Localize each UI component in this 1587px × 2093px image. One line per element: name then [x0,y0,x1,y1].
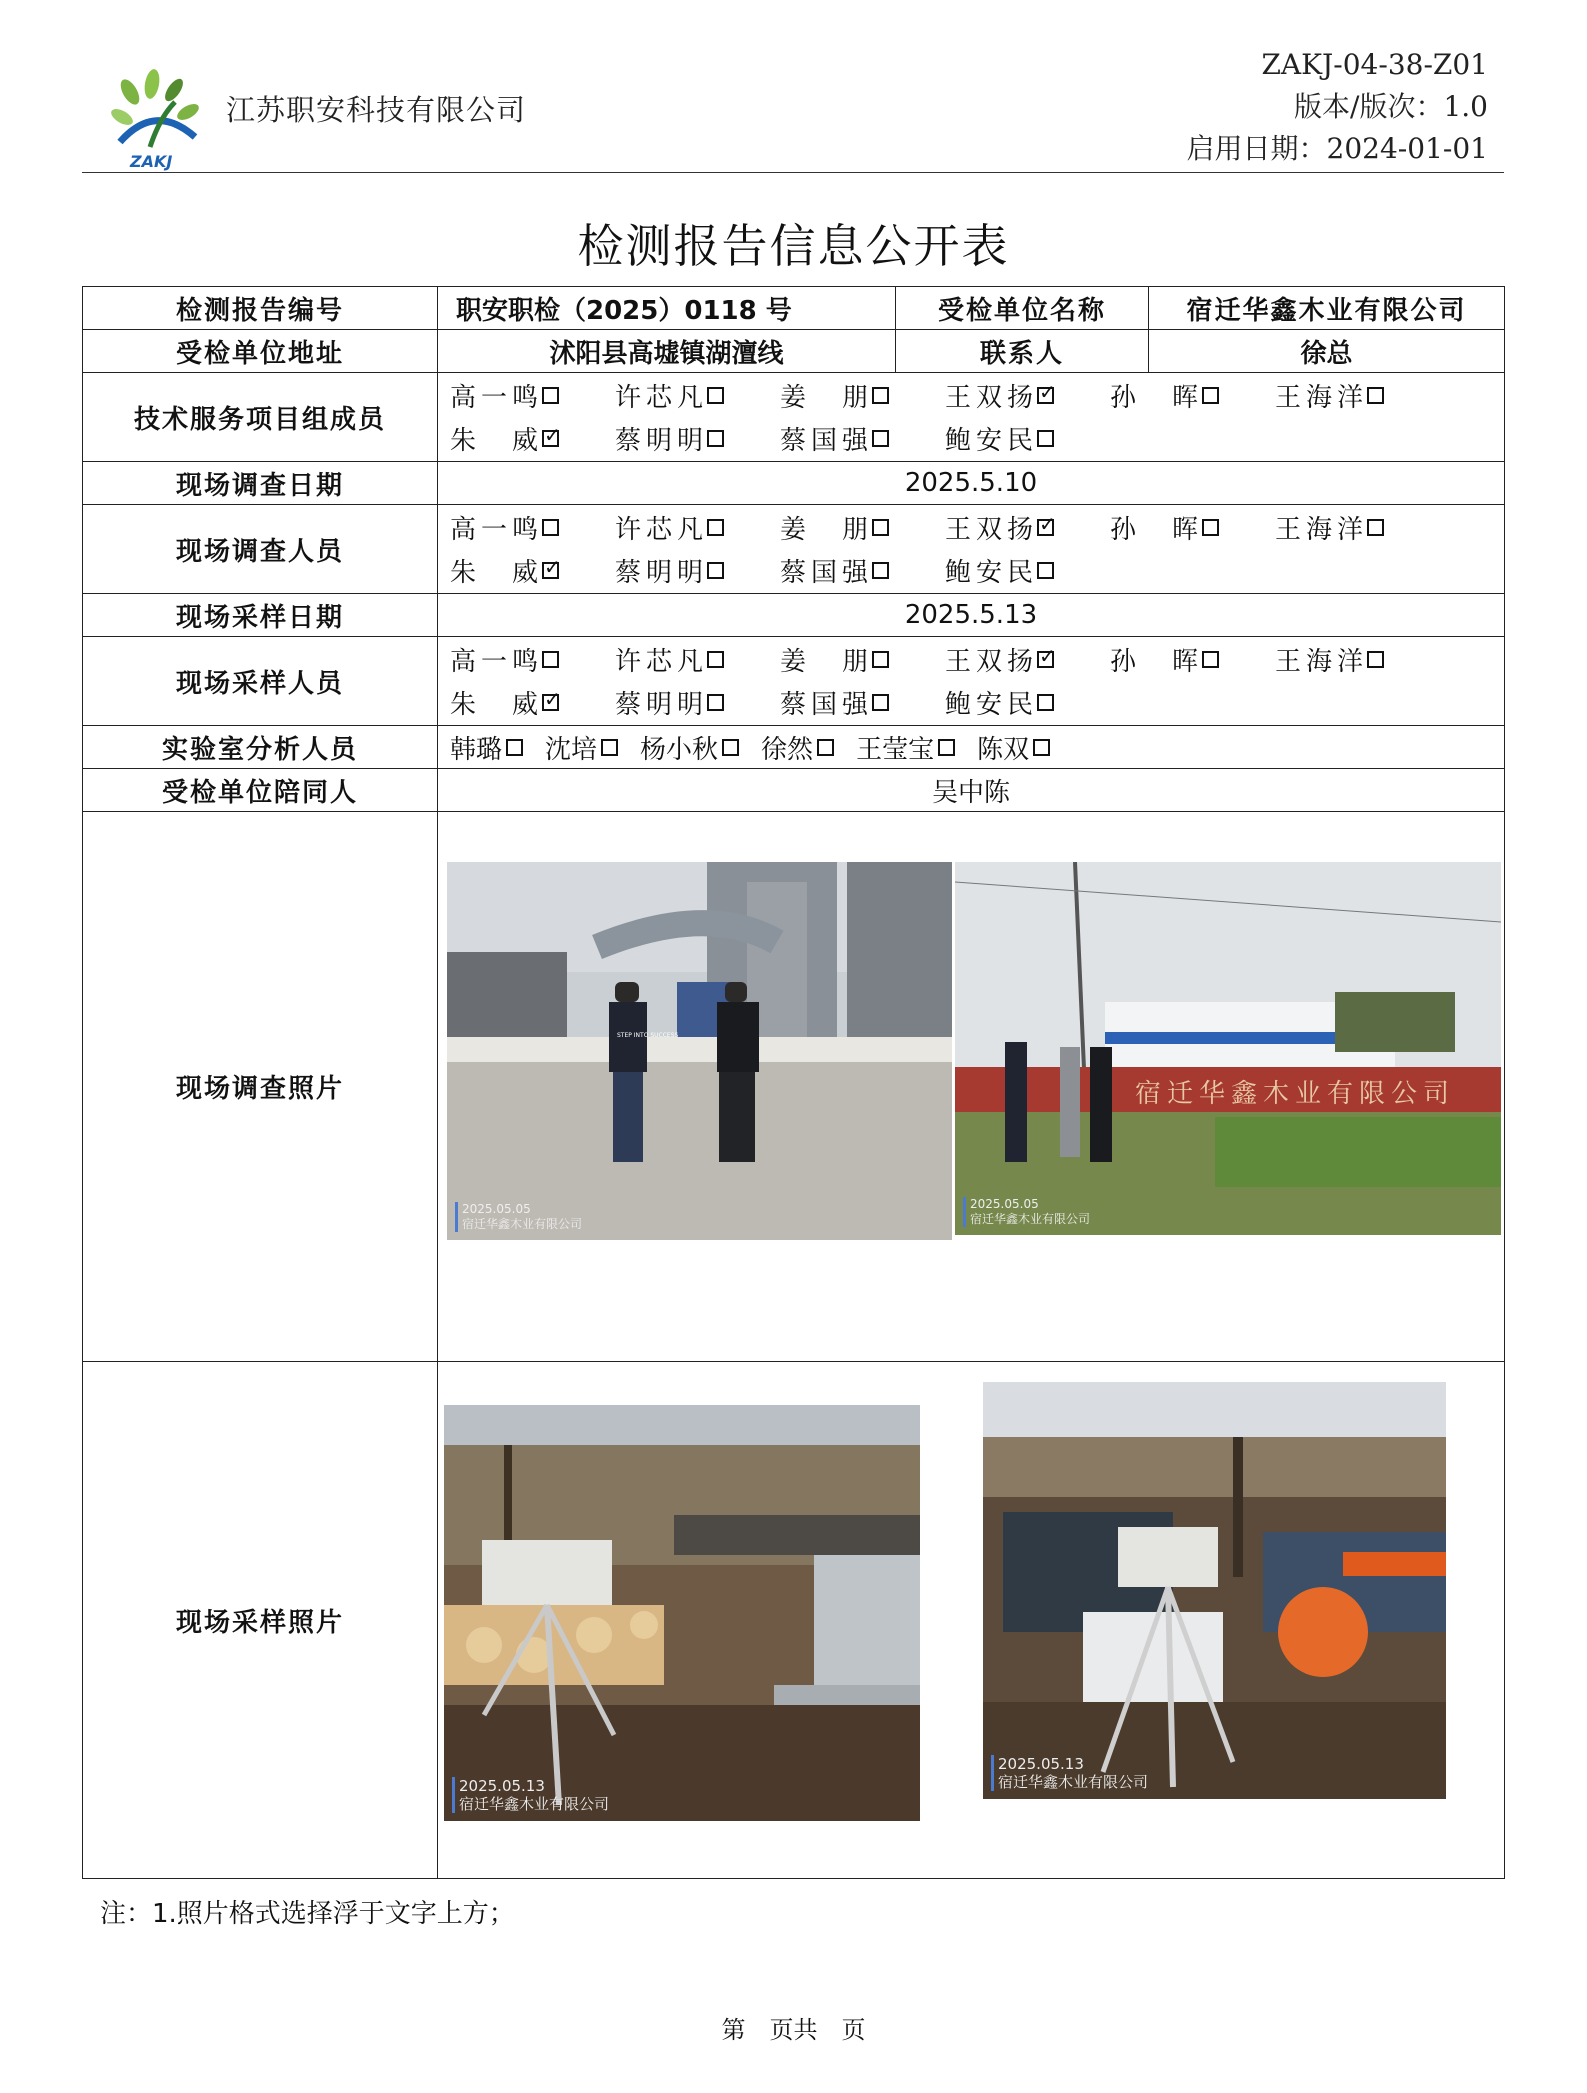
person-item [945,420,1110,457]
person-name: 蔡国强 [780,426,868,456]
photo-date: 2025.05.05 [970,1197,1039,1211]
doc-effective-date: 启用日期：2024-01-01 [1186,132,1488,165]
person-item [1110,377,1275,414]
lab-staff-label: 实验室分析人员 [83,726,438,769]
person-name: 孙晖 [1110,515,1198,545]
person-name: 姜朋 [780,647,868,677]
person-item [780,509,945,546]
person-name: 朱威 [450,558,538,588]
unit-addr-label: 受检单位地址 [83,330,438,373]
doc-version: 版本/版次：1.0 [1294,90,1488,123]
photo-company: 宿迁华鑫木业有限公司 [462,1217,583,1231]
checkbox-icon[interactable] [872,562,889,579]
checkbox-icon[interactable] [872,387,889,404]
report-no-value: 职安职检（2025）0118 号 [438,287,896,330]
person-name: 许芯凡 [615,647,703,677]
lab-staff-item [761,729,834,766]
checkbox-icon[interactable] [817,739,834,756]
person-item [945,641,1110,678]
person-name: 孙晖 [1110,647,1198,677]
person-item [1110,641,1275,678]
person-item [615,509,780,546]
checkbox-icon[interactable] [872,519,889,536]
shirt-text: STEP INTO SUCCESS [617,1032,679,1039]
sampling-photo-2 [983,1382,1446,1799]
survey-staff-label: 现场调查人员 [83,505,438,594]
person-item [615,684,780,721]
survey-photo-2 [955,862,1501,1235]
footer-page-total-prefix: 页共 [769,2016,818,2044]
team-label: 技术服务项目组成员 [83,373,438,462]
lab-staff-name: 杨小秋 [640,734,719,765]
person-name: 蔡明明 [615,426,703,456]
sampling-date-label: 现场采样日期 [83,594,438,637]
wall-text: 宿迁华鑫木业有限公司 [1135,1079,1456,1109]
escort-value: 吴中陈 [438,769,1505,812]
person-name: 朱威 [450,426,538,456]
page-footer [0,2010,1587,2045]
footnote: 注：1.照片格式选择浮于文字上方； [100,1899,515,1929]
checkbox-icon[interactable] [542,651,559,668]
person-name: 孙晖 [1110,383,1198,413]
checked-checkbox-icon[interactable] [542,562,559,579]
checkbox-icon[interactable] [1367,519,1384,536]
page-title: 检测报告信息公开表 [577,219,1010,273]
header-divider [82,172,1504,173]
checked-checkbox-icon[interactable] [1037,651,1054,668]
photo-stamp [991,1755,1148,1791]
checkbox-icon[interactable] [1037,562,1054,579]
doc-info [1187,44,1488,170]
checkbox-icon[interactable] [707,519,724,536]
company-logo [100,62,215,172]
person-name: 王海洋 [1275,383,1363,413]
lab-staff-name: 王莹宝 [856,734,935,765]
person-name: 王海洋 [1275,515,1363,545]
checkbox-icon[interactable] [506,739,523,756]
checkbox-icon[interactable] [938,739,955,756]
person-name: 鲍安民 [945,426,1033,456]
photo-company: 宿迁华鑫木业有限公司 [970,1212,1091,1226]
checked-checkbox-icon[interactable] [1037,387,1054,404]
checkbox-icon[interactable] [542,387,559,404]
photo-company: 宿迁华鑫木业有限公司 [998,1773,1149,1791]
survey-date-label: 现场调查日期 [83,462,438,505]
checkbox-icon[interactable] [1367,651,1384,668]
lab-staff-item [545,729,618,766]
checkbox-icon[interactable] [707,694,724,711]
person-name: 王海洋 [1275,647,1363,677]
unit-addr-value: 沭阳县高墟镇湖澶线 [438,330,896,373]
person-item [945,552,1110,589]
checkbox-icon[interactable] [707,562,724,579]
sampling-date-value: 2025.5.13 [438,594,1505,637]
checked-checkbox-icon[interactable] [542,430,559,447]
checkbox-icon[interactable] [601,739,618,756]
sampling-photo-1 [444,1405,920,1821]
person-name: 高一鸣 [450,515,538,545]
person-name: 蔡明明 [615,558,703,588]
person-item [615,641,780,678]
checkbox-icon[interactable] [1037,430,1054,447]
checkbox-icon[interactable] [872,651,889,668]
checkbox-icon[interactable] [542,519,559,536]
person-name: 王双扬 [945,647,1033,677]
lab-staff-name: 陈双 [977,734,1030,765]
checkbox-icon[interactable] [707,387,724,404]
team-members [438,373,1505,462]
person-item [1110,509,1275,546]
person-name: 朱威 [450,690,538,720]
person-name: 蔡国强 [780,558,868,588]
person-item [450,641,615,678]
logo-text: ZAKJ [130,152,173,171]
person-name: 姜朋 [780,515,868,545]
checkbox-icon[interactable] [722,739,739,756]
person-item [1275,509,1440,546]
checkbox-icon[interactable] [707,651,724,668]
person-name: 蔡明明 [615,690,703,720]
person-item [450,420,615,457]
person-item [615,377,780,414]
contact-value: 徐总 [1149,330,1505,373]
person-item [615,552,780,589]
photo-stamp [963,1197,1090,1227]
lab-staff-members [438,726,1505,769]
person-name: 许芯凡 [615,383,703,413]
person-name: 王双扬 [945,515,1033,545]
checked-checkbox-icon[interactable] [542,694,559,711]
checkbox-icon[interactable] [1202,387,1219,404]
survey-date-value: 2025.5.10 [438,462,1505,505]
photo-date: 2025.05.13 [998,1755,1084,1773]
lab-staff-item [640,729,739,766]
unit-name-value: 宿迁华鑫木业有限公司 [1149,287,1505,330]
sampling-staff-members [438,637,1505,726]
person-item [615,420,780,457]
sampling-photo-label: 现场采样照片 [83,1362,438,1879]
survey-staff-members [438,505,1505,594]
person-item [450,377,615,414]
survey-photo-1 [447,862,952,1240]
report-no-label: 检测报告编号 [83,287,438,330]
lab-staff-name: 沈培 [545,734,598,765]
lab-staff-item [977,729,1050,766]
person-name: 鲍安民 [945,690,1033,720]
checkbox-icon[interactable] [872,430,889,447]
photo-date: 2025.05.05 [462,1202,531,1216]
checkbox-icon[interactable] [872,694,889,711]
footer-page-prefix: 第 [721,2016,746,2044]
person-item [780,684,945,721]
person-item [780,420,945,457]
checkbox-icon[interactable] [1367,387,1384,404]
lab-staff-item [856,729,955,766]
checkbox-icon[interactable] [1037,694,1054,711]
person-name: 高一鸣 [450,383,538,413]
checkbox-icon[interactable] [1202,519,1219,536]
survey-photo-label: 现场调查照片 [83,812,438,1362]
photo-stamp [455,1202,582,1232]
person-item [450,552,615,589]
checkbox-icon[interactable] [1033,739,1050,756]
checkbox-icon[interactable] [1202,651,1219,668]
doc-code: ZAKJ-04-38-Z01 [1261,48,1488,81]
unit-name-label: 受检单位名称 [896,287,1149,330]
lab-staff-name: 韩璐 [450,734,503,765]
person-name: 许芯凡 [615,515,703,545]
checked-checkbox-icon[interactable] [1037,519,1054,536]
person-item [945,684,1110,721]
photo-company: 宿迁华鑫木业有限公司 [459,1795,610,1813]
lab-staff-name: 徐然 [761,734,814,765]
person-item [450,509,615,546]
person-item [780,377,945,414]
escort-label: 受检单位陪同人 [83,769,438,812]
footer-page-suffix: 页 [841,2016,866,2044]
contact-label: 联系人 [896,330,1149,373]
person-name: 蔡国强 [780,690,868,720]
person-name: 姜朋 [780,383,868,413]
person-name: 王双扬 [945,383,1033,413]
person-item [1275,377,1440,414]
person-item [780,641,945,678]
lab-staff-item [450,729,523,766]
company-name: 江苏职安科技有限公司 [226,93,527,127]
sampling-staff-label: 现场采样人员 [83,637,438,726]
checkbox-icon[interactable] [707,430,724,447]
person-item [945,509,1110,546]
person-name: 鲍安民 [945,558,1033,588]
photo-stamp [452,1777,609,1813]
photo-date: 2025.05.13 [459,1777,545,1795]
person-item [945,377,1110,414]
person-item [1275,641,1440,678]
person-name: 高一鸣 [450,647,538,677]
person-item [780,552,945,589]
person-item [450,684,615,721]
